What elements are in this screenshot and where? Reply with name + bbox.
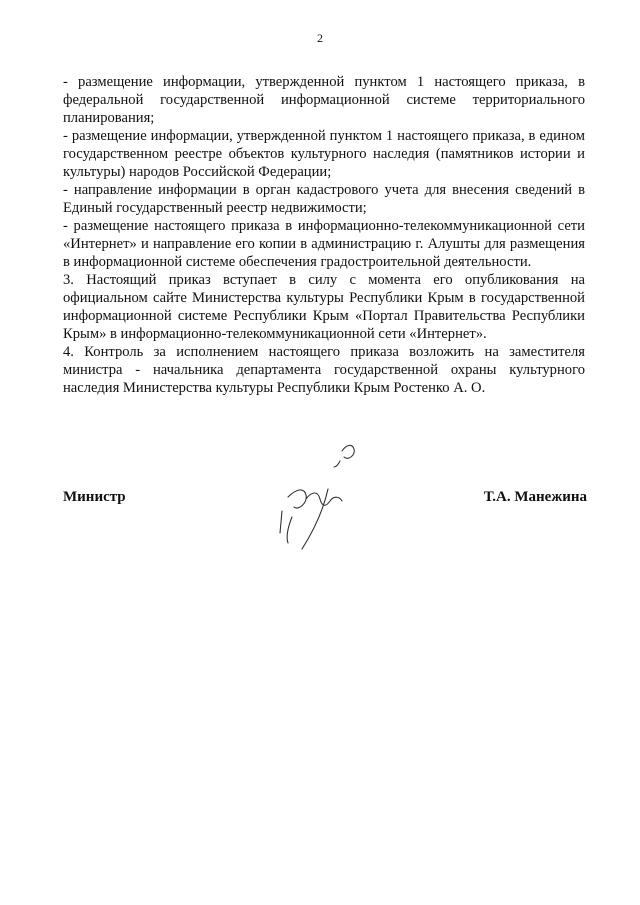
document-body: [63, 73, 585, 397]
paragraph-bullet-egrokn: - размещение информации, утвержденной пунктом 1 настоящего приказа, в едином государственном реестре объектов культурного наследия (памятников истории и культуры) народов Российской Федерации;: [63, 128, 585, 180]
paragraph-item-4-control: 4. Контроль за исполнением настоящего приказа возложить на заместителя министра - начальника департамента государственной охраны культурного наследия Министерства культуры Республики Крым Ростенко А. О.: [63, 344, 585, 396]
paragraph-item-3-effective-date: 3. Настоящий приказ вступает в силу с момента его опубликования на официальном сайте Министерства культуры Республики Крым в государственной информационной системе Республики Крым «Портал Правительства Республики Крым» в информационно-телекоммуникационной сети «Интернет».: [63, 272, 585, 342]
signer-name: Т.А. Манежина: [483, 489, 587, 505]
paragraph-bullet-cadastre: - направление информации в орган кадастрового учета для внесения сведений в Единый государственный реестр недвижимости;: [63, 182, 585, 216]
page-number: 2: [317, 31, 323, 45]
paragraph-bullet-internet-publication: - размещение настоящего приказа в информационно-телекоммуникационной сети «Интернет» и направление его копии в администрацию г. Алушты для размещения в информационной системе обеспечения градостроительной деятельности.: [63, 218, 585, 270]
paragraph-bullet-fgis-tp: - размещение информации, утвержденной пунктом 1 настоящего приказа, в федеральной государственной информационной системе территориального планирования;: [63, 74, 585, 126]
signer-title: Министр: [63, 489, 126, 505]
signature-block: [63, 489, 587, 509]
